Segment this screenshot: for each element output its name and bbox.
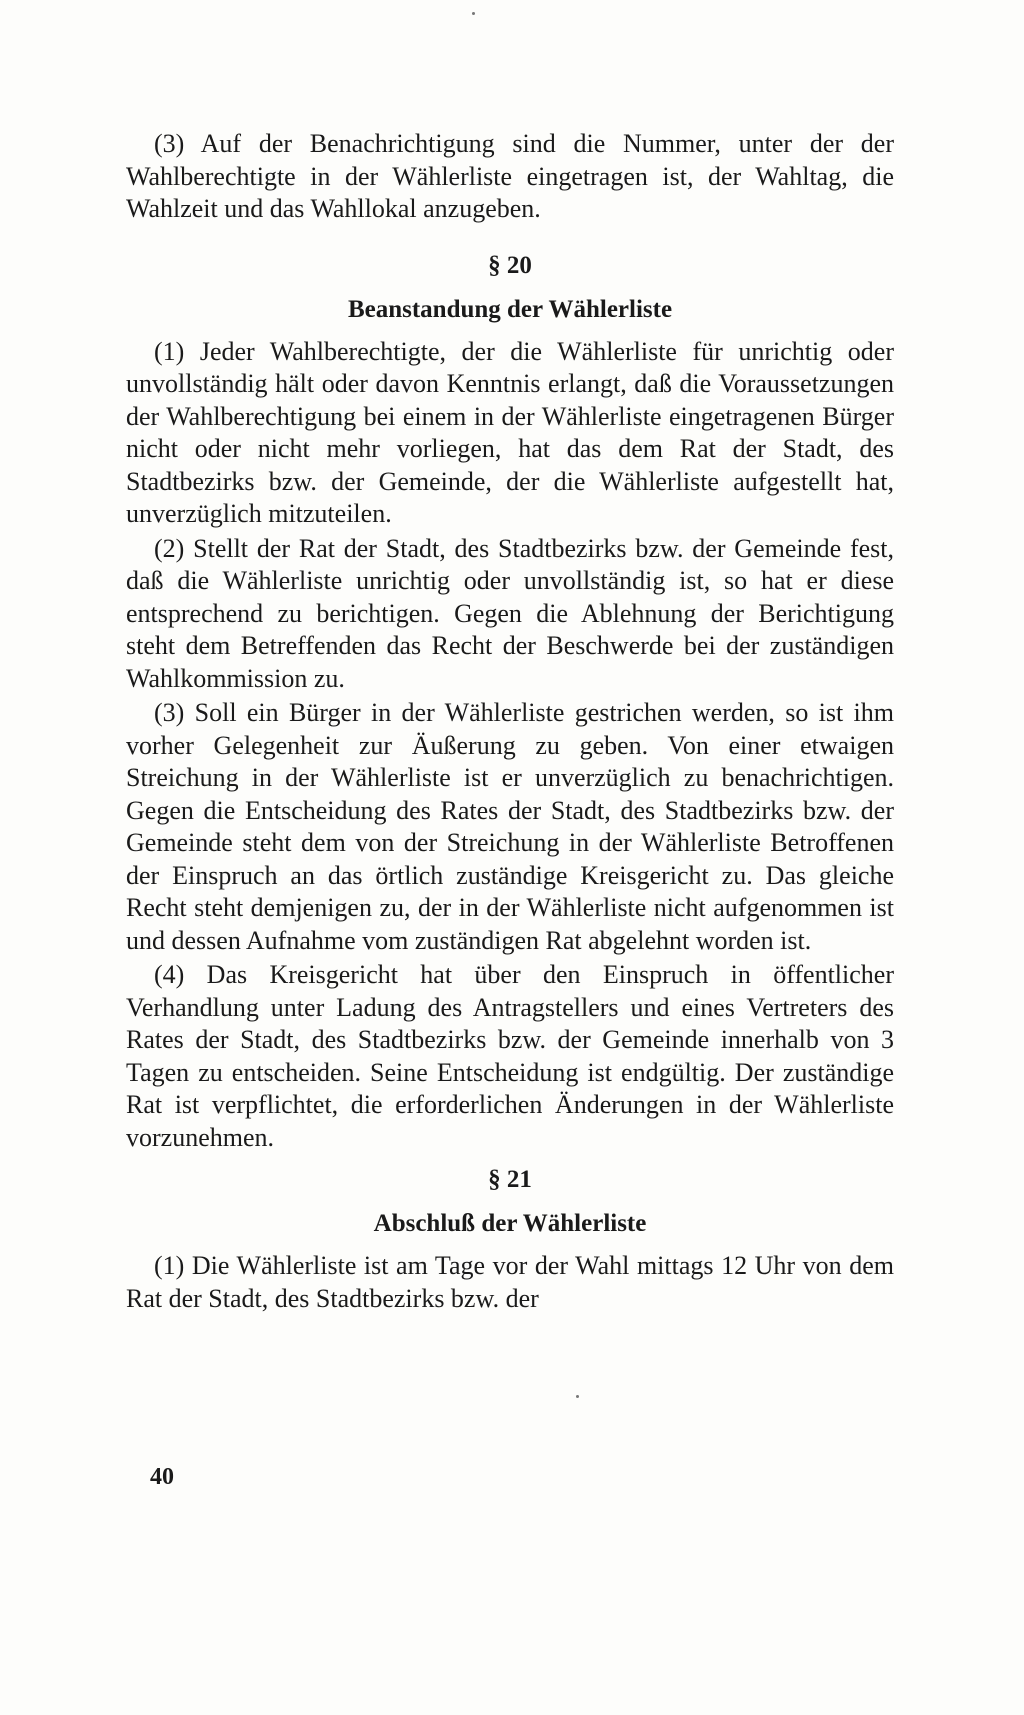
section-21-number: § 21 <box>488 1166 532 1193</box>
paragraph-20-1: (1) Jeder Wahlberechtigte, der die Wählerliste für unrichtig oder unvollständig hält oder davon Kenntnis erlangt, daß die Voraussetzungen der Wahlberechtigung bei einem in der Wählerliste eingetragenen Bürger nicht oder nicht mehr vorliegen, hat das dem Rat der Stadt, des Stadtbezirks bzw. der Gemeinde, der die Wählerliste aufgestellt hat, unverzüglich mitzuteilen. <box>126 336 894 528</box>
paragraph-20-3: (3) Soll ein Bürger in der Wählerliste gestrichen werden, so ist ihm vorher Gelegenheit zur Äußerung zu geben. Von einer etwaigen Streichung in der Wählerliste ist er unverzüglich zu benachrichtigen. Gegen die Entscheidung des Rates der Stadt, des Stadtbezirks bzw. der Gemeinde steht dem von der Streichung in der Wählerliste Betroffenen der Einspruch an das örtlich zuständige Kreisgericht zu. Das gleiche Recht steht demjenigen zu, der in der Wählerliste nicht aufgenommen ist und dessen Aufnahme vom zuständigen Rat abgelehnt worden ist. <box>126 698 894 955</box>
page-number: 40 <box>150 1464 174 1490</box>
scan-speck <box>472 12 475 15</box>
section-21-title: Abschluß der Wählerliste <box>373 1210 647 1237</box>
paragraph-20-2: (2) Stellt der Rat der Stadt, des Stadtbezirks bzw. der Gemeinde fest, daß die Wählerliste unrichtig oder unvollständig ist, so hat er diese entsprechend zu berichtigen. Gegen die Ablehnung der Berichtigung steht dem Betreffenden das Recht der Beschwerde bei der zuständigen Wahlkommission zu. <box>126 533 894 693</box>
scan-speck <box>576 1395 579 1398</box>
paragraph-19-3: (3) Auf der Benachrichtigung sind die Nummer, unter der der Wahlberechtigte in der Wählerliste eingetragen ist, der Wahltag, die Wahlzeit und das Wahllokal anzugeben. <box>126 129 894 223</box>
paragraph-20-4: (4) Das Kreisgericht hat über den Einspruch in öffentlicher Verhandlung unter Ladung des Antragstellers und eines Vertreters des Rates der Stadt, des Stadtbezirks bzw. der Gemeinde innerhalb von 3 Tagen zu entscheiden. Seine Entscheidung ist endgültig. Der zuständige Rat ist verpflichtet, die erforderlichen Änderungen in der Wählerliste vorzunehmen. <box>126 960 894 1152</box>
section-20-number: § 20 <box>488 251 532 279</box>
body-text <box>126 128 894 1315</box>
section-20-title: Beanstandung der Wählerliste <box>347 295 673 323</box>
paragraph-21-1: (1) Die Wählerliste ist am Tage vor der Wahl mittags 12 Uhr von dem Rat der Stadt, des Stadtbezirks bzw. der <box>126 1251 894 1313</box>
